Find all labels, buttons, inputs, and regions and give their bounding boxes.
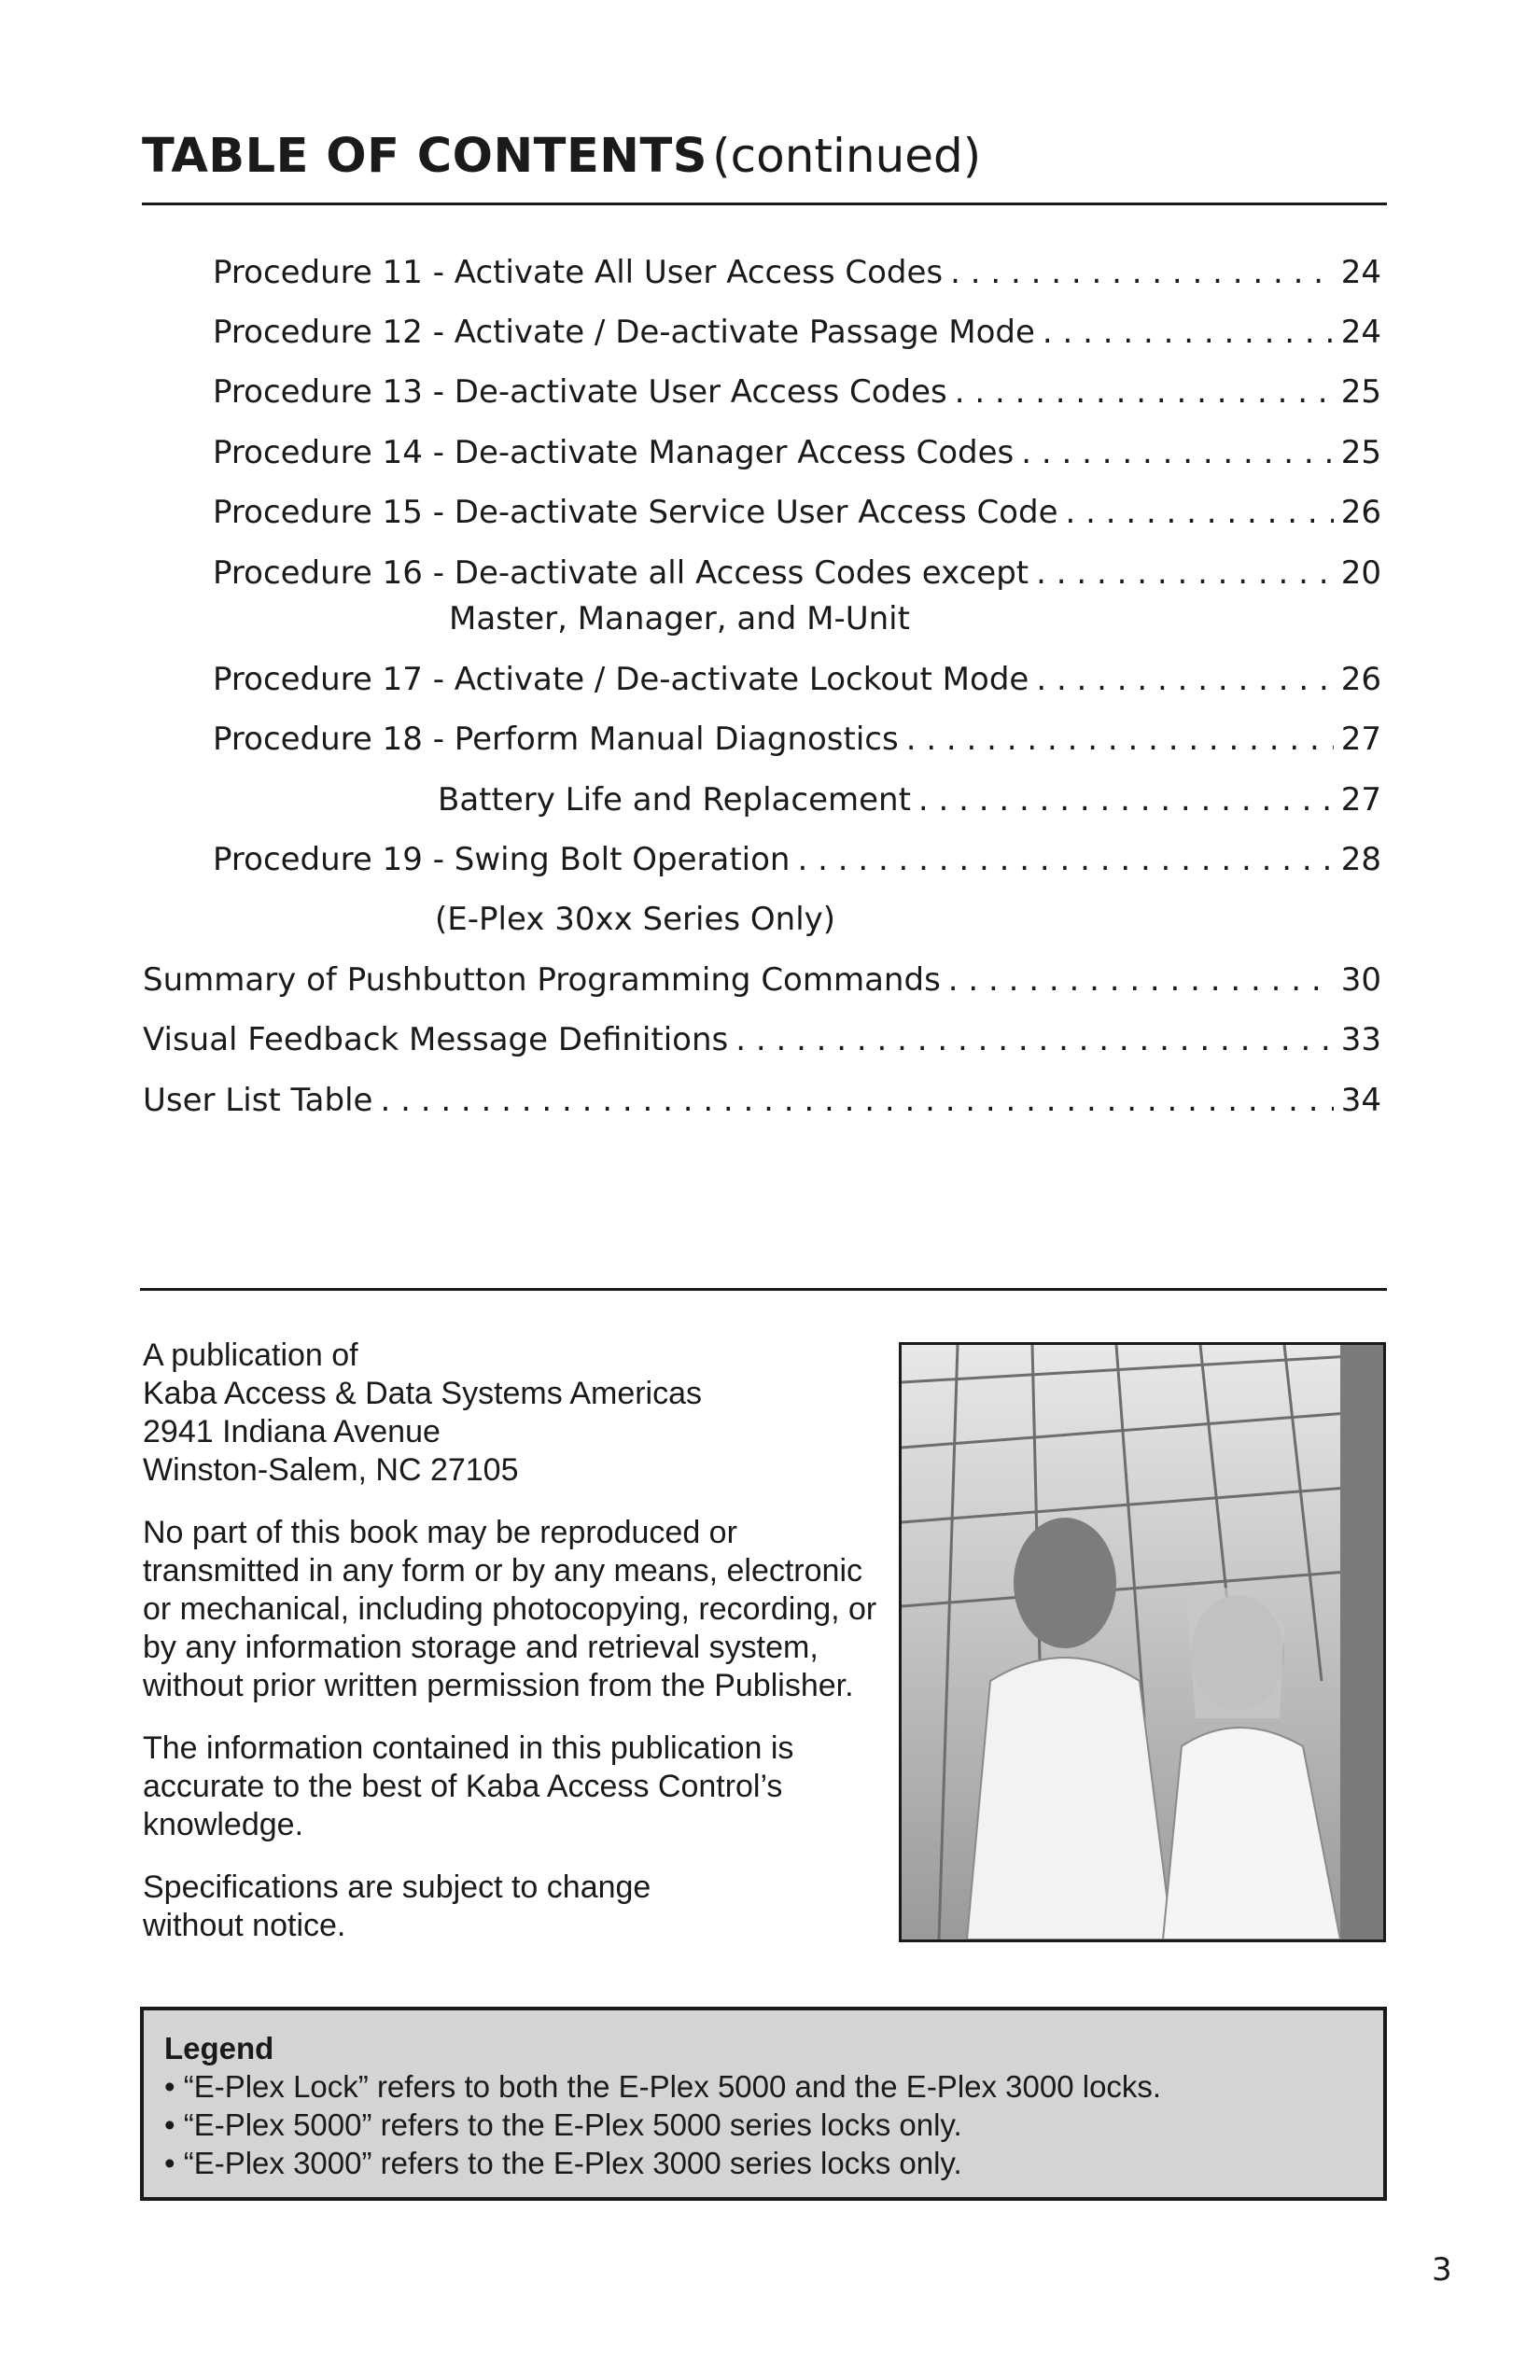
address-line: A publication of [143,1337,358,1373]
toc-entry-page: 20 [1340,554,1381,592]
toc-entry[interactable] [213,434,1381,481]
toc-entry[interactable] [213,314,1381,360]
page-header [142,129,1387,205]
toc-leader [948,961,1334,999]
toc-leader [918,781,1334,819]
toc-entry[interactable] [143,1021,1381,1068]
toc-entry-label: Procedure 19 - Swing Bolt Operation [213,841,791,878]
legend-box [140,2007,1387,2201]
toc-entry-page: 24 [1340,314,1381,351]
copyright-notice: No part of this book may be reproduced or transmitted in any form or by any means, electronic or mechanical, including photocopying, recording, or by any information storage and retrieval system, without prior written permission from the Publisher. [143,1515,877,1703]
toc-entry-page: 27 [1340,721,1381,758]
photo-illustration [902,1345,1383,1939]
toc-entry[interactable] [143,1082,1381,1128]
toc-entry[interactable] [213,494,1381,540]
toc-leader [797,841,1333,878]
publisher-address [143,1337,889,1490]
toc-entry-page: 25 [1340,434,1381,471]
toc-entry-continuation: Master, Manager, and M-Unit [449,600,910,637]
toc-entry-label: Summary of Pushbutton Programming Commands [143,961,941,999]
toc-leader [1065,494,1333,531]
toc-entry-label: Battery Life and Replacement [438,781,911,819]
toc-entry-page: 24 [1340,254,1381,291]
toc-leader [380,1082,1333,1119]
toc-entry-page: 25 [1340,373,1381,411]
toc-entry-label: User List Table [143,1082,373,1119]
toc-leader [1036,661,1333,698]
toc-entry-label: Procedure 18 - Perform Manual Diagnostics [213,721,899,758]
toc-entry-label: Procedure 15 - De-activate Service User Access Code [213,494,1058,531]
toc-entry-page: 28 [1340,841,1381,878]
section-divider [140,1288,1387,1291]
toc-entry-label: Procedure 16 - De-activate all Access Codes except [213,554,1029,592]
specifications-notice: Specifications are subject to change without notice. [143,1869,651,1943]
toc-entry-label: Procedure 11 - Activate All User Access Codes [213,254,944,291]
people-photo [899,1342,1386,1942]
toc-entry[interactable] [143,961,1381,1008]
page-number: 3 [1432,2251,1452,2289]
toc-entry-label: Procedure 14 - De-activate Manager Access Codes [213,434,1015,471]
toc-leader [1021,434,1333,471]
toc-entry[interactable] [213,721,1381,767]
toc-entry-label: Visual Feedback Message Definitions [143,1021,729,1058]
address-line: 2941 Indiana Avenue [143,1414,441,1449]
toc-entry[interactable] [213,373,1381,420]
toc-entry[interactable] [213,254,1381,301]
toc-entry-page: 33 [1340,1021,1381,1058]
toc-entry-continuation: (E-Plex 30xx Series Only) [435,901,836,938]
toc-leader [735,1021,1334,1058]
legend-title: Legend [164,2031,274,2065]
toc-leader [906,721,1334,758]
page-title: TABLE OF CONTENTS [142,129,708,184]
toc-leader [950,254,1334,291]
toc-entry-label: Procedure 13 - De-activate User Access Codes [213,373,947,411]
legend-item: • “E-Plex 3000” refers to the E-Plex 3000 series locks only. [164,2146,962,2180]
toc-entry[interactable] [213,661,1381,707]
toc-entry-page: 34 [1340,1082,1381,1119]
legend-item: • “E-Plex 5000” refers to the E-Plex 5000 series locks only. [164,2107,962,2142]
address-line: Kaba Access & Data Systems Americas [143,1376,703,1411]
toc-entry-label: Procedure 17 - Activate / De-activate Lockout Mode [213,661,1029,698]
toc-entry-page: 30 [1340,961,1381,999]
toc-entry-page: 26 [1340,661,1381,698]
toc-entry[interactable] [438,781,1381,828]
legend-item: • “E-Plex Lock” refers to both the E-Plex 5000 and the E-Plex 3000 locks. [164,2069,1162,2104]
address-line: Winston-Salem, NC 27105 [143,1452,519,1488]
accuracy-notice: The information contained in this publication is accurate to the best of Kaba Access Control’s knowledge. [143,1730,794,1842]
toc-entry[interactable] [213,554,1381,601]
toc-entry-label: Procedure 12 - Activate / De-activate Passage Mode [213,314,1035,351]
toc-entry[interactable] [213,841,1381,888]
toc-leader [955,373,1334,411]
toc-entry-page: 27 [1340,781,1381,819]
toc-leader [1043,314,1334,351]
toc-entry-page: 26 [1340,494,1381,531]
publication-info [143,1337,889,1969]
toc-leader [1036,554,1334,592]
page-title-suffix: (continued) [712,129,982,183]
